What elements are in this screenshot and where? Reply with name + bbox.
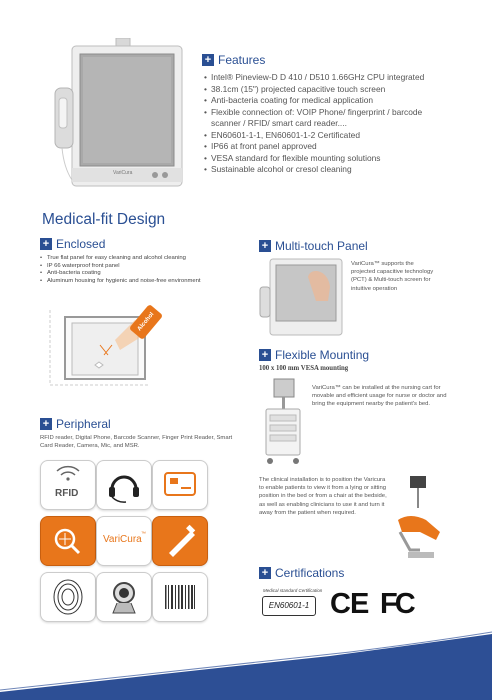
- enclosed-item: • Anti-bacteria coating: [40, 270, 225, 278]
- enclosed-list: [40, 255, 225, 286]
- smart-card-icon: [153, 461, 207, 509]
- feature-item: • VESA standard for flexible mounting solutions: [204, 153, 449, 165]
- rfid-tile: [40, 460, 96, 510]
- rfid-label: RFID: [55, 488, 79, 499]
- smartcard-tile: [152, 460, 208, 510]
- search-tile: [40, 516, 96, 566]
- enclosed-item: • IP 66 waterproof front panel: [40, 263, 225, 271]
- headset-tile: [96, 460, 152, 510]
- camera-tile: [96, 572, 152, 622]
- brand-tile: [96, 516, 152, 566]
- certifications-header: [259, 566, 344, 580]
- feature-item: • IP66 at front panel approved: [204, 141, 449, 153]
- cart-image: [260, 377, 305, 467]
- camera-icon: [97, 573, 151, 621]
- feature-item: • Intel® Pineview-D D 410 / D510 1.66GHz CPU integrated: [204, 72, 449, 84]
- peripheral-header: [40, 417, 111, 431]
- flexible-subtitle: 100 x 100 mm VESA mounting: [259, 365, 349, 372]
- multitouch-header: [259, 239, 368, 253]
- feature-item: • Anti-bacteria coating for medical application: [204, 95, 449, 107]
- enclosed-header: [40, 237, 105, 251]
- phone-icon: [153, 517, 207, 565]
- plus-icon: +: [202, 54, 214, 66]
- cert-caption: Medical standard Certification: [263, 588, 323, 593]
- features-title: Features: [218, 53, 266, 67]
- search-icon: [41, 517, 95, 565]
- plus-icon: +: [259, 349, 271, 361]
- multitouch-title: Multi-touch Panel: [275, 239, 368, 253]
- feature-item: • Sustainable alcohol or cresol cleaning: [204, 164, 449, 176]
- clinical-text: The clinical installation is to position the Varicura to enable patients to view it from a lying or sitting position in the bed or from a chair at the bedside, as well as enabling clinicians to use it and turn it away from the patient when required.: [259, 477, 387, 516]
- enclosed-item: • Aluminum housing for hygienic and noise-free environment: [40, 278, 225, 286]
- barcode-icon: [153, 573, 207, 621]
- product-image-main: [50, 38, 200, 188]
- feature-item: • EN60601-1-1, EN60601-1-2 Certificated: [204, 130, 449, 142]
- fingerprint-icon: [41, 573, 95, 621]
- fingerprint-tile: [40, 572, 96, 622]
- features-header: [202, 53, 265, 67]
- phone-tile: [152, 516, 208, 566]
- feature-item: • Flexible connection of: VOIP Phone/ fingerprint / barcode scanner / RFID/ smart card reader....: [204, 107, 449, 130]
- features-list: [204, 72, 449, 176]
- flexible-header: [259, 348, 369, 362]
- multitouch-text: VariCura™ supports the projected capacitive technology (PCT) & Multi-touch screen for intuitive operation: [351, 261, 434, 292]
- plus-icon: +: [40, 418, 52, 430]
- plus-icon: +: [259, 567, 271, 579]
- footer-wave: [0, 620, 492, 700]
- peripheral-title: Peripheral: [56, 417, 111, 431]
- enclosed-title: Enclosed: [56, 237, 106, 251]
- monitor-brand: VariCura: [113, 170, 133, 176]
- cert-standard: EN60601-1: [268, 601, 310, 610]
- enclosed-image: [40, 305, 170, 390]
- enclosed-item: • True flat panel for easy cleaning and alcohol cleaning: [40, 255, 225, 263]
- flexible-text: VariCura™ can be installed at the nursing cart for movable and efficient usage for nurse or doctor and bring the equipment nearby the patient's bed.: [312, 385, 447, 408]
- ce-mark: CE: [330, 588, 369, 620]
- flexible-title: Flexible Mounting: [275, 348, 370, 362]
- section-title: Medical-fit Design: [42, 211, 166, 228]
- plus-icon: +: [40, 238, 52, 250]
- brand-label: VariCura: [103, 534, 142, 545]
- plus-icon: +: [259, 240, 271, 252]
- headset-icon: [97, 461, 151, 509]
- brand-tm: ™: [141, 531, 146, 537]
- barcode-tile: [152, 572, 208, 622]
- alcohol-tag-label: Alcohol: [136, 311, 156, 333]
- fcc-mark: FC: [380, 588, 413, 620]
- cert-standard-box: [262, 596, 316, 616]
- certifications-title: Certifications: [275, 566, 345, 580]
- dental-chair-image: [390, 470, 450, 565]
- multitouch-image: [258, 257, 346, 339]
- peripheral-text: RFID reader, Digital Phone, Barcode Scanner, Finger Print Reader, Smart Card Reader, Camera, Mic, and MSR.: [40, 435, 233, 450]
- feature-item: • 38.1cm (15") projected capacitive touch screen: [204, 84, 449, 96]
